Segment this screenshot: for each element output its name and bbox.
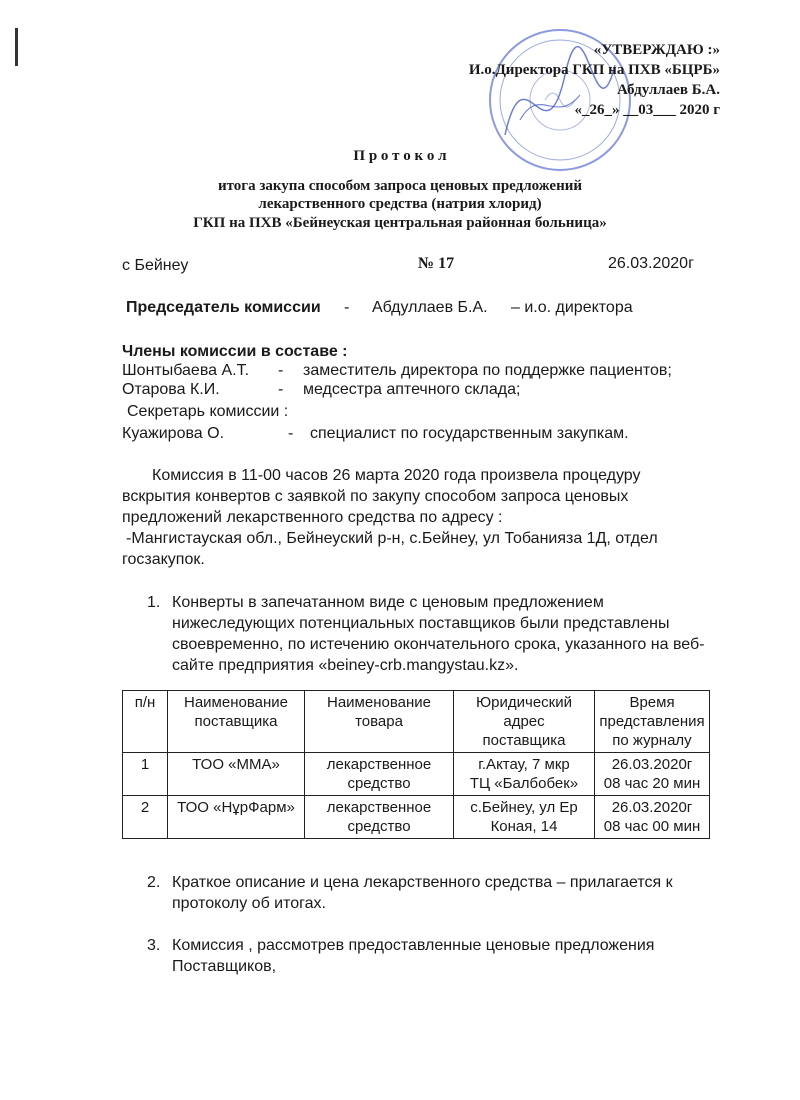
item2-line: Краткое описание и цена лекарственного средства – прилагается к [172,874,673,891]
row-supplier: ТОО «НұрФарм» [168,796,305,839]
intro-line: вскрытия конвертов с заявкой по закупу способом запроса ценовых [122,488,629,505]
secretary-name: Куажирова О. [122,425,225,442]
secretary-label: Секретарь комиссии : [127,403,289,420]
row-time: 26.03.2020г 08 час 20 мин [595,753,710,796]
item1-line: Конверты в запечатанном виде с ценовым предложением [172,594,604,611]
chairman-dash: - [344,299,350,316]
row-time: 26.03.2020г 08 час 00 мин [595,796,710,839]
intro-line: госзакупок. [122,551,205,568]
protocol-number: № 17 [418,255,455,272]
approval-name: Абдуллаев Б.А. [616,82,720,98]
table-header-row [123,691,710,753]
intro-line: Комиссия в 11-00 часов 26 марта 2020 года произвела процедуру [152,467,641,484]
approval-position: И.о.Директора ГКП на ПХВ «БЦРБ» [468,62,720,78]
member-dash: - [278,362,284,379]
item1-line: своевременно, по истечению окончательного срока, указанного на веб- [172,636,705,653]
member-role: медсестра аптечного склада; [303,381,521,398]
header-product: Наименование товара [305,691,454,753]
row-product: лекарственное средство [305,753,454,796]
secretary-role: специалист по государственным закупкам. [310,425,629,442]
suppliers-table [122,690,710,839]
row-number: 1 [123,753,168,796]
row-address: г.Актау, 7 мкр ТЦ «Балбобек» [454,753,595,796]
chairman-role: – и.о. директора [511,299,633,316]
member-name: Отарова К.И. [122,381,220,398]
members-heading: Члены комиссии в составе : [122,343,348,360]
margin-mark [15,28,18,66]
item3-line: Поставщиков, [172,958,277,975]
member-name: Шонтыбаева А.Т. [122,362,250,379]
item1-line: нижеследующих потенциальных поставщиков были представлены [172,615,670,632]
secretary-dash: - [288,425,294,442]
row-supplier: ТОО «ММА» [168,753,305,796]
header-address: Юридический адрес поставщика [454,691,595,753]
item-number: 3. [147,937,161,954]
row-product: лекарственное средство [305,796,454,839]
protocol-heading: П р о т о к о л [353,148,447,164]
intro-line: предложений лекарственного средства по адресу : [122,509,503,526]
chairman-name: Абдуллаев Б.А. [372,299,488,316]
item-number: 2. [147,874,161,891]
table-row [123,796,710,839]
item2-line: протоколу об итогах. [172,895,326,912]
item-number: 1. [147,594,161,611]
header-submission-time: Время представления по журналу [595,691,710,753]
row-number: 2 [123,796,168,839]
header-supplier: Наименование поставщика [168,691,305,753]
title-line-3: ГКП на ПХВ «Бейнеуская центральная районная больница» [193,215,607,231]
item3-line: Комиссия , рассмотрев предоставленные ценовые предложения [172,937,655,954]
approval-heading: «УТВЕРЖДАЮ :» [593,42,720,58]
header-number: п/н [123,691,168,753]
table-row [123,753,710,796]
item1-line: сайте предприятия «beiney-crb.mangystau.kz». [172,657,519,674]
place: с Бейнеу [122,257,189,274]
approval-date: «_26_» __03___ 2020 г [574,102,720,118]
member-dash: - [278,381,284,398]
chairman-label: Председатель комиссии [126,299,321,316]
protocol-date: 26.03.2020г [608,255,694,272]
row-address: с.Бейнеу, ул Ер Коная, 14 [454,796,595,839]
title-line-2: лекарственного средства (натрия хлорид) [258,196,542,212]
title-line-1: итога закупа способом запроса ценовых предложений [217,178,583,194]
approval-block [469,40,720,120]
member-role: заместитель директора по поддержке пациентов; [303,362,672,379]
intro-line: -Мангистауская обл., Бейнеуский р-н, с.Бейнеу, ул Тобанияза 1Д, отдел [126,530,658,547]
